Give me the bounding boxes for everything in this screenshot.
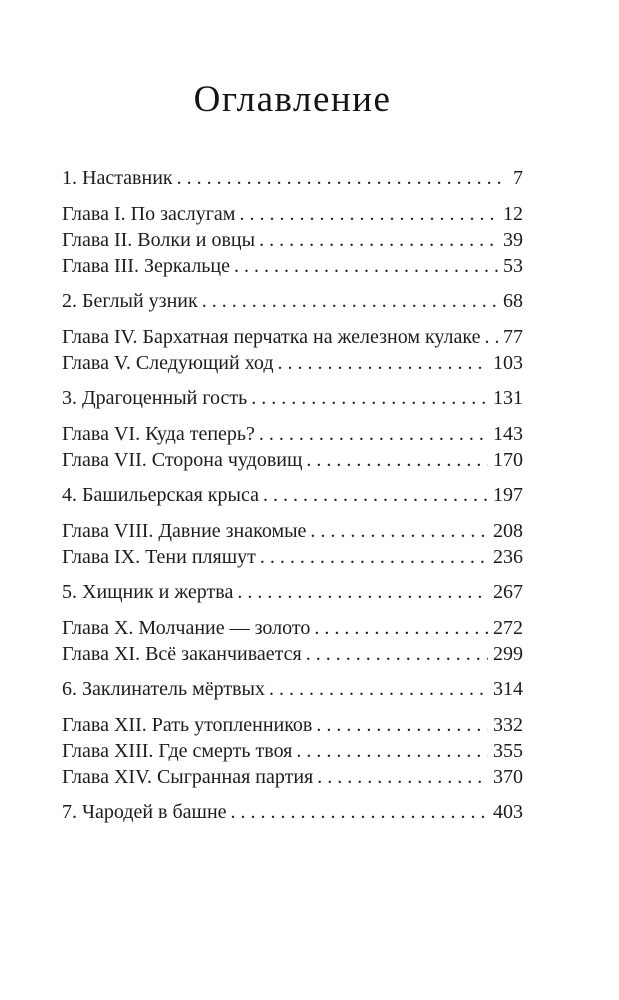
toc-entry-label: Глава IV. Бархатная перчатка на железном кулаке xyxy=(62,326,481,348)
toc-group xyxy=(62,579,523,667)
toc-entry-page: 197 xyxy=(493,484,523,506)
dot-leader xyxy=(260,544,488,570)
toc-entry-label: Глава II. Волки и овцы xyxy=(62,229,256,251)
dot-leader xyxy=(231,799,488,825)
toc-chapter-entry xyxy=(62,421,523,447)
toc-entry-page: 208 xyxy=(493,520,523,542)
toc-entry-page: 272 xyxy=(493,617,523,639)
dot-leader xyxy=(239,201,498,227)
toc-entry-label: Глава VII. Сторона чудовищ xyxy=(62,449,303,471)
dot-leader xyxy=(177,165,508,191)
toc-chapter-entry xyxy=(62,324,523,350)
toc-entry-label: 7. Чародей в башне xyxy=(62,801,227,823)
dot-leader xyxy=(317,764,488,790)
toc-part-entry xyxy=(62,165,523,191)
toc-entry-page: 77 xyxy=(503,326,523,348)
toc-entry-page: 370 xyxy=(493,766,523,788)
dot-leader xyxy=(259,421,488,447)
dot-leader xyxy=(234,253,498,279)
toc-list xyxy=(62,165,523,825)
toc-entry-page: 403 xyxy=(493,801,523,823)
toc-part-entry xyxy=(62,799,523,825)
toc-chapter-entry xyxy=(62,253,523,279)
toc-chapter-entry xyxy=(62,350,523,376)
toc-entry-page: 170 xyxy=(493,449,523,471)
dot-leader xyxy=(316,712,488,738)
toc-entry-page: 7 xyxy=(513,167,523,189)
toc-chapter-entry xyxy=(62,738,523,764)
toc-group xyxy=(62,799,523,825)
toc-group xyxy=(62,482,523,570)
toc-entry-page: 299 xyxy=(493,643,523,665)
toc-group xyxy=(62,288,523,376)
toc-entry-page: 267 xyxy=(493,581,523,603)
toc-part-entry xyxy=(62,288,523,314)
toc-entry-page: 236 xyxy=(493,546,523,568)
toc-part-entry xyxy=(62,676,523,702)
toc-entry-label: Глава XII. Рать утопленников xyxy=(62,714,313,736)
dot-leader xyxy=(269,676,488,702)
toc-entry-page: 12 xyxy=(503,203,523,225)
toc-entry-label: Глава I. По заслугам xyxy=(62,203,236,225)
toc-chapter-entry xyxy=(62,544,523,570)
page-title: Оглавление xyxy=(193,79,392,120)
toc-entry-page: 39 xyxy=(503,229,523,251)
toc-entry-label: Глава IX. Тени пляшут xyxy=(62,546,256,568)
toc-chapter-entry xyxy=(62,447,523,473)
toc-chapter-entry xyxy=(62,518,523,544)
dot-leader xyxy=(310,518,488,544)
toc-entry-label: 2. Беглый узник xyxy=(62,290,198,312)
toc-entry-label: Глава VI. Куда теперь? xyxy=(62,423,255,445)
toc-chapter-entry xyxy=(62,764,523,790)
dot-leader xyxy=(263,482,488,508)
dot-leader xyxy=(314,615,488,641)
toc-entry-label: Глава XIV. Сыгранная партия xyxy=(62,766,314,788)
toc-group xyxy=(62,676,523,790)
toc-entry-label: Глава V. Следующий ход xyxy=(62,352,274,374)
toc-entry-page: 314 xyxy=(493,678,523,700)
toc-entry-label: Глава X. Молчание — золото xyxy=(62,617,311,639)
toc-entry-page: 355 xyxy=(493,740,523,762)
toc-chapter-entry xyxy=(62,712,523,738)
dot-leader xyxy=(296,738,488,764)
toc-entry-label: 1. Наставник xyxy=(62,167,173,189)
dot-leader xyxy=(237,579,488,605)
toc-entry-label: Глава XI. Всё заканчивается xyxy=(62,643,302,665)
toc-part-entry xyxy=(62,385,523,411)
toc-entry-label: 6. Заклинатель мёртвых xyxy=(62,678,265,700)
toc-entry-page: 131 xyxy=(493,387,523,409)
toc-group xyxy=(62,165,523,279)
toc-entry-page: 53 xyxy=(503,255,523,277)
dot-leader xyxy=(202,288,498,314)
toc-entry-label: 3. Драгоценный гость xyxy=(62,387,248,409)
toc-part-entry xyxy=(62,482,523,508)
toc-chapter-entry xyxy=(62,615,523,641)
dot-leader xyxy=(485,324,498,350)
toc-entry-page: 68 xyxy=(503,290,523,312)
toc-part-entry xyxy=(62,579,523,605)
toc-chapter-entry xyxy=(62,641,523,667)
dot-leader xyxy=(259,227,498,253)
toc-entry-label: 4. Башильерская крыса xyxy=(62,484,259,506)
dot-leader xyxy=(251,385,488,411)
toc-chapter-entry xyxy=(62,201,523,227)
toc-entry-page: 332 xyxy=(493,714,523,736)
toc-entry-page: 103 xyxy=(493,352,523,374)
dot-leader xyxy=(306,447,488,473)
toc-entry-label: 5. Хищник и жертва xyxy=(62,581,234,603)
toc-group xyxy=(62,385,523,473)
toc-entry-label: Глава XIII. Где смерть твоя xyxy=(62,740,293,762)
toc-chapter-entry xyxy=(62,227,523,253)
dot-leader xyxy=(306,641,488,667)
toc-entry-page: 143 xyxy=(493,423,523,445)
dot-leader xyxy=(278,350,488,376)
toc-entry-label: Глава VIII. Давние знакомые xyxy=(62,520,307,542)
toc-entry-label: Глава III. Зеркальце xyxy=(62,255,230,277)
